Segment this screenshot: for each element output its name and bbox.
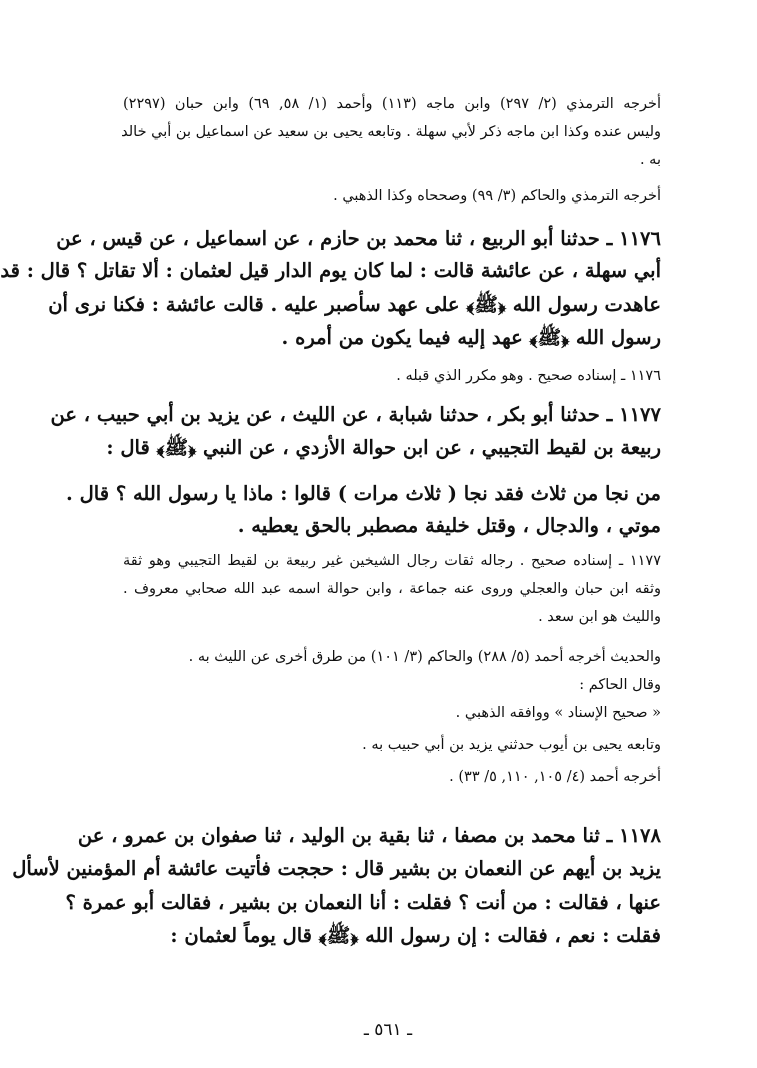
hadith-text-line: رسول الله ﴿ﷺ﴾ عهد إليه فيما يكون من أمره .: [281, 326, 661, 349]
commentary-line: والليث هو ابن سعد .: [538, 609, 661, 625]
hadith-text-line: موتي ، والدجال ، وقتل خليفة مصطبر بالحق يعطيه .: [237, 514, 661, 537]
page-number: ـ ٥٦١ ـ: [363, 1020, 413, 1040]
commentary-line: أخرجه أحمد (٤/ ١٠٥, ١١٠, ٥/ ٣٣) .: [449, 769, 661, 785]
hadith-text-line: ١١٧٧ ـ حدثنا أبو بكر ، حدثنا شبابة ، عن الليث ، عن يزيد بن أبي حبيب ، عن: [50, 403, 661, 426]
hadith-text-line: ربيعة بن لقيط التجيبي ، عن ابن حوالة الأزدي ، عن النبي ﴿ﷺ﴾ قال :: [106, 436, 661, 459]
hadith-text-line: عنها ، فقالت : من أنت ؟ فقلت : أنا النعمان بن بشير ، فقالت أبو عمرة ؟: [65, 891, 661, 914]
commentary-line: ١١٧٧ ـ إسناده صحيح . رجاله ثقات رجال الشيخين غير ربيعة بن لقيط التجيبي وهو ثقة: [123, 553, 661, 569]
commentary-line: وقال الحاكم :: [579, 677, 661, 693]
commentary-line: ١١٧٦ ـ إسناده صحيح . وهو مكرر الذي قبله .: [396, 368, 661, 384]
hadith-text-line: ١١٧٦ ـ حدثنا أبو الربيع ، ثنا محمد بن حازم ، عن اسماعيل ، عن قيس ، عن: [56, 227, 661, 250]
hadith-text-line: من نجا من ثلاث فقد نجا ( ثلاث مرات ) قالوا : ماذا يا رسول الله ؟ قال .: [66, 482, 661, 505]
hadith-text-line: ١١٧٨ ـ ثنا محمد بن مصفا ، ثنا بقية بن الوليد ، ثنا صفوان بن عمرو ، عن: [77, 824, 661, 847]
hadith-text-line: فقلت : نعم ، فقالت : إن رسول الله ﴿ﷺ﴾ قال يوماً لعثمان :: [170, 924, 661, 947]
commentary-line: به .: [639, 152, 661, 168]
commentary-line: وليس عنده وكذا ابن ماجه ذكر لأبي سهلة . وتابعه يحيى بن سعيد عن اسماعيل بن أبي خالد: [121, 124, 661, 140]
commentary-line: أخرجه الترمذي والحاكم (٣/ ٩٩) وصححاه وكذا الذهبي .: [333, 188, 661, 204]
commentary-line: وتابعه يحيى بن أيوب حدثني يزيد بن أبي حبيب به .: [362, 737, 661, 753]
commentary-line: « صحيح الإسناد » ووافقه الذهبي .: [455, 705, 661, 721]
hadith-text-line: أبي سهلة ، عن عائشة قالت : لما كان يوم الدار قيل لعثمان : ألا تقاتل ؟ قال : قد: [0, 259, 661, 282]
commentary-line: وثقه ابن حبان والعجلي وروى عنه جماعة ، وابن حوالة اسمه عبد الله صحابي معروف .: [123, 581, 661, 597]
commentary-line: أخرجه الترمذي (٢/ ٢٩٧) وابن ماجه (١١٣) وأحمد (١/ ٥٨, ٦٩) وابن حبان (٢٢٩٧): [123, 96, 662, 112]
commentary-line: والحديث أخرجه أحمد (٥/ ٢٨٨) والحاكم (٣/ ١٠١) من طرق أخرى عن الليث به .: [188, 649, 661, 665]
hadith-text-line: عاهدت رسول الله ﴿ﷺ﴾ على عهد سأصبر عليه . قالت عائشة : فكنا نرى أن: [48, 293, 661, 316]
hadith-text-line: يزيد بن أيهم عن النعمان بن بشير قال : حججت فأتيت عائشة أم المؤمنين لأسأل: [12, 857, 661, 880]
